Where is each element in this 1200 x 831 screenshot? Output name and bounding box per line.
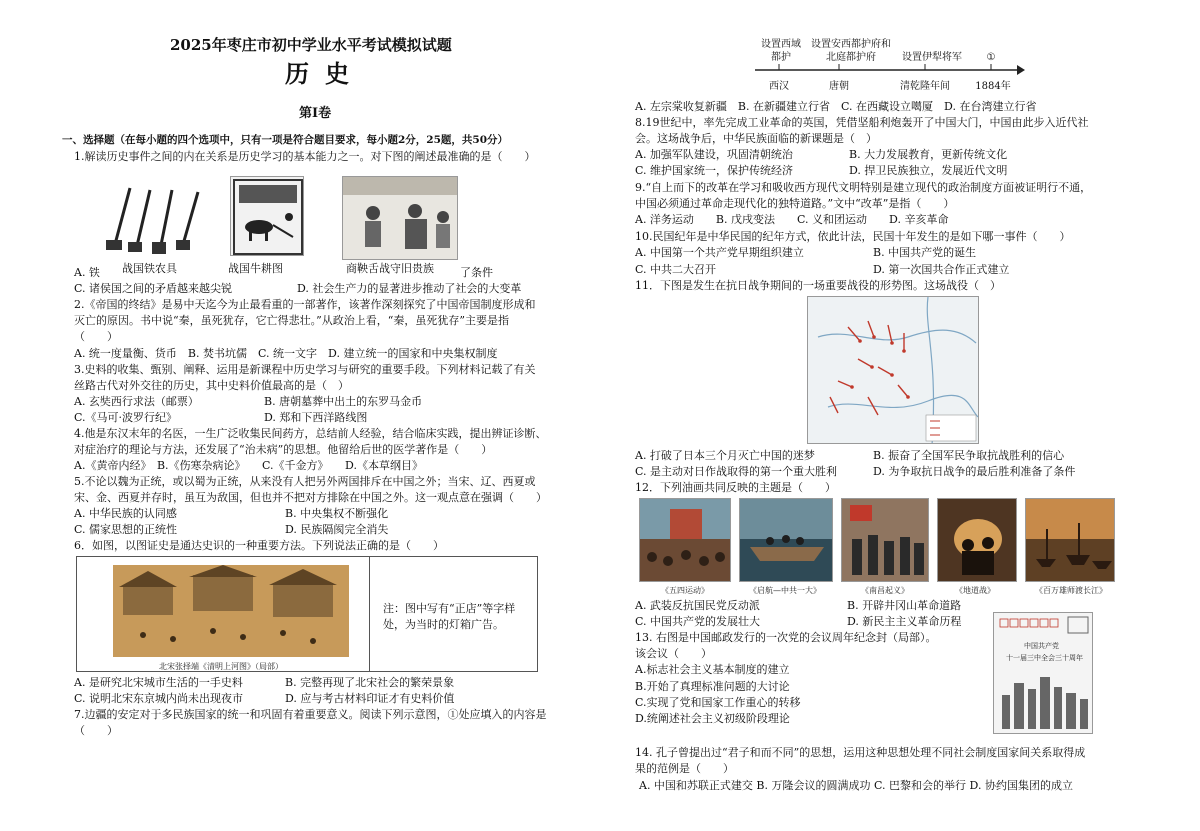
q3-line-1: 3.史料的收集、甄别、阐释、运用是新课程中历史学习与研究的重要手段。下列材料记载了有关 xyxy=(74,363,536,376)
q9-line-1: 9.“自上而下的改革在学习和吸收西方现代文明特别是建立现代的政治制度方面被证明行不通， xyxy=(635,181,1092,194)
q5-option-b: B. 中央集权不断强化 xyxy=(285,507,389,520)
cover-text-2: 十一届三中全会三十周年 xyxy=(1006,654,1083,662)
q8-option-a: A. 加强军队建设，巩固清朝统治 xyxy=(635,148,793,161)
q4-line-1: 4.他是东汉末年的名医，一生广泛收集民间药方，总结前人经验，结合临床实践，提出辨证诊断、 xyxy=(74,427,547,440)
q6-image-caption: 北宋张择端《清明上河图》（局部） xyxy=(159,662,283,671)
q7-options: A. 左宗棠收复新疆 B. 在新疆建立行省 C. 在西藏设立噶厦 D. 在台湾建立行省 xyxy=(635,100,1037,113)
volume-title: 第Ⅰ卷 xyxy=(299,106,332,121)
timeline-period-1: 西汉 xyxy=(769,81,789,92)
q9-line-2: 中国必须通过革命走现代化的独特道路。”文中“改革”是指（ ） xyxy=(635,197,955,210)
q10-option-c: C. 中共二大召开 xyxy=(635,263,717,276)
q1-option-a-suffix: 了条件 xyxy=(460,266,493,279)
shangyang-debate-image xyxy=(342,176,458,260)
q4-line-2: 对症治疗的理论与方法，还发展了“治未病”的思想。他留给后世的医学著作是（ ） xyxy=(74,443,493,456)
painting-tunnel-warfare-image xyxy=(937,498,1017,582)
q11-stem: 11．下图是发生在抗日战争期间的一场重要战役的形势图。这场战役（ ） xyxy=(635,279,1001,292)
timeline-event-2: 设置安西都护府和北庭都护府 xyxy=(811,39,891,63)
q5-line-2: 宋、金、西夏并存时，虽互为敌国，但也并不把对方排除在中国之外。这一观点意在强调（ ） xyxy=(74,491,547,504)
timeline-period-2: 唐朝 xyxy=(829,81,849,92)
q5-line-1: 5.不论以魏为正统，或以蜀为正统，从来没有人把另外两国排斥在中国之外；当宋、辽、西夏或 xyxy=(74,475,536,488)
q7-timeline xyxy=(755,38,1025,98)
q8-option-c: C. 维护国家统一，保护传统经济 xyxy=(635,164,794,177)
q13-option-b: B.开始了真理标准问题的大讨论 xyxy=(635,680,790,693)
q12-option-b: B. 开辟井冈山革命道路 xyxy=(847,599,962,612)
painting-crossing-yangtze-image xyxy=(1025,498,1115,582)
q6-frame xyxy=(76,556,538,672)
battle-map-image xyxy=(807,296,979,444)
ox-plough-image xyxy=(230,176,304,256)
timeline-event-1: 设置西域都护 xyxy=(761,39,801,63)
q1-caption-3: 商鞅舌战守旧贵族 xyxy=(346,262,434,275)
q1-caption-1: 战国铁农具 xyxy=(122,262,177,275)
q4-options: A.《黄帝内经》 B.《伤寒杂病论》 C.《千金方》 D.《本草纲目》 xyxy=(74,459,423,472)
timeline-event-4: ① xyxy=(986,52,996,63)
q12-caption-1: 《五四运动》 xyxy=(661,586,709,595)
q6-note-line-1: 注：图中写有“正店”等字样 xyxy=(383,602,516,615)
q1-option-a-prefix: A. 铁 xyxy=(74,266,100,279)
q6-option-d: D. 应与考古材料印证才有史料价值 xyxy=(285,692,455,705)
q12-caption-4: 《地道战》 xyxy=(955,586,995,595)
q6-option-c: C. 说明北宋东京城内尚未出现夜市 xyxy=(74,692,244,705)
q10-option-a: A. 中国第一个共产党早期组织建立 xyxy=(635,246,804,259)
q13-option-c: C.实现了党和国家工作重心的转移 xyxy=(635,696,801,709)
q3-option-c: C.《马可·波罗行纪》 xyxy=(74,411,178,424)
q12-caption-3: 《南昌起义》 xyxy=(861,586,909,595)
q5-option-d: D. 民族隔阂完全消失 xyxy=(285,523,389,536)
timeline-period-4: 1884年 xyxy=(975,81,1011,92)
q12-stem: 12．下列油画共同反映的主题是（ ） xyxy=(635,481,836,494)
q2-line-2: 灭亡的原因。书中说“秦，虽死犹存，它亡得悲壮。”从政治上看，“秦，虽死犹存”主要是指 xyxy=(74,314,509,327)
q6-stem: 6．如图，以图证史是通达史识的一种重要方法。下列说法正确的是（ ） xyxy=(74,539,444,552)
q12-option-d: D. 新民主主义革命历程 xyxy=(847,615,962,628)
q14-line-1: 14. 孔子曾提出过“君子和而不同”的思想，运用这种思想处理不同社会制度国家间关系取得成 xyxy=(635,746,1086,759)
q11-option-b: B. 振奋了全国军民争取抗战胜利的信心 xyxy=(873,449,1065,462)
q10-stem: 10.民国纪年是中华民国的纪年方式，依此计法，民国十年发生的是如下哪一事件（ ） xyxy=(635,230,1071,243)
q9-options: A. 洋务运动 B. 戊戌变法 C. 义和团运动 D. 辛亥革命 xyxy=(635,213,949,226)
painting-nanchang-uprising-image xyxy=(841,498,929,582)
q2-options: A. 统一度量衡、货币 B. 焚书坑儒 C. 统一文字 D. 建立统一的国家和中央集权制度 xyxy=(74,347,498,360)
q14-options: A. 中国和苏联正式建交 B. 万隆会议的圆满成功 C. 巴黎和会的举行 D. 协约国集团的成立 xyxy=(639,779,1073,792)
q11-option-c: C. 是主动对日作战取得的第一个重大胜利 xyxy=(635,465,838,478)
qingming-painting-image xyxy=(113,565,349,657)
q5-option-a: A. 中华民族的认同感 xyxy=(74,507,177,520)
painting-first-congress-image xyxy=(739,498,833,582)
q11-option-d: D. 为争取抗日战争的最后胜利准备了条件 xyxy=(873,465,1076,478)
q3-line-2: 丝路古代对外交往的历史，其中史料价值最高的是（ ） xyxy=(74,379,349,392)
q11-option-a: A. 打破了日本三个月灭亡中国的迷梦 xyxy=(635,449,815,462)
q1-option-c: C. 诸侯国之间的矛盾越来越尖锐 xyxy=(74,282,233,295)
q3-option-d: D. 郑和下西洋路线图 xyxy=(264,411,368,424)
q6-note-line-2: 处，为当时的灯箱广告。 xyxy=(383,618,504,631)
subject-title: 历史 xyxy=(285,59,365,88)
section-heading: 一、选择题（在每小题的四个选项中，只有一项是符合题目要求，每小题2分，25题，共50分） xyxy=(62,134,509,146)
cover-text-1: 中国共产党 xyxy=(1024,642,1059,650)
commemorative-cover-image xyxy=(993,612,1093,734)
timeline-period-3: 清乾隆年间 xyxy=(900,81,950,92)
iron-tools-image xyxy=(102,178,212,260)
q10-option-d: D. 第一次国共合作正式建立 xyxy=(873,263,1010,276)
q2-line-1: 2.《帝国的终结》是易中天迄今为止最看重的一部著作，该著作深刻探究了中国帝国制度形成和 xyxy=(74,298,536,311)
q12-option-a: A. 武装反抗国民党反动派 xyxy=(635,599,760,612)
q10-option-b: B. 中国共产党的诞生 xyxy=(873,246,977,259)
q2-line-3: （ ） xyxy=(74,330,118,343)
q3-option-b: B. 唐朝墓葬中出土的东罗马金币 xyxy=(264,395,423,408)
q1-option-d: D. 社会生产力的显著进步推动了社会的大变革 xyxy=(297,282,522,295)
q7-line-1: 7.边疆的安定对于多民族国家的统一和巩固有着重要意义。阅读下列示意图，①处应填入的内容是 xyxy=(74,708,547,721)
q7-line-2: （ ） xyxy=(74,724,118,737)
q5-option-c: C. 儒家思想的正统性 xyxy=(74,523,178,536)
q8-option-b: B. 大力发展教育，更新传统文化 xyxy=(849,148,1008,161)
q1-caption-2: 战国牛耕图 xyxy=(228,262,283,275)
q13-option-d: D.统阐述社会主义初级阶段理论 xyxy=(635,712,790,725)
q13-line-2: 该会议（ ） xyxy=(635,647,712,660)
exam-title: 2025年枣庄市初中学业水平考试模拟试题 xyxy=(170,36,452,54)
q3-option-a: A. 玄奘西行求法（邮票） xyxy=(74,395,199,408)
painting-may-fourth-image xyxy=(639,498,731,582)
q14-line-2: 果的范例是（ ） xyxy=(635,762,734,775)
q8-line-2: 会。这场战争后，中华民族面临的新课题是（ ） xyxy=(635,132,877,145)
q12-caption-5: 《百万雄师渡长江》 xyxy=(1035,586,1107,595)
q12-caption-2: 《启航—中共一大》 xyxy=(749,586,821,595)
q13-line-1: 13. 右图是中国邮政发行的一次党的会议周年纪念封（局部）。 xyxy=(635,631,937,644)
q6-option-b: B. 完整再现了北宋社会的繁荣景象 xyxy=(285,676,455,689)
q13-option-a: A.标志社会主义基本制度的建立 xyxy=(635,663,790,676)
timeline-event-3: 设置伊犁将军 xyxy=(902,52,962,63)
q6-option-a: A. 是研究北宋城市生活的一手史料 xyxy=(74,676,243,689)
q1-stem: 1.解读历史事件之间的内在关系是历史学习的基本能力之一。对下图的阐述最准确的是（ ） xyxy=(74,150,536,163)
q8-line-1: 8.19世纪中，率先完成工业革命的英国，凭借坚船利炮轰开了中国大门，中国由此步入近代社 xyxy=(635,116,1089,129)
q8-option-d: D. 捍卫民族独立，发展近代文明 xyxy=(849,164,1008,177)
q12-option-c: C. 中国共产党的发展壮大 xyxy=(635,615,761,628)
